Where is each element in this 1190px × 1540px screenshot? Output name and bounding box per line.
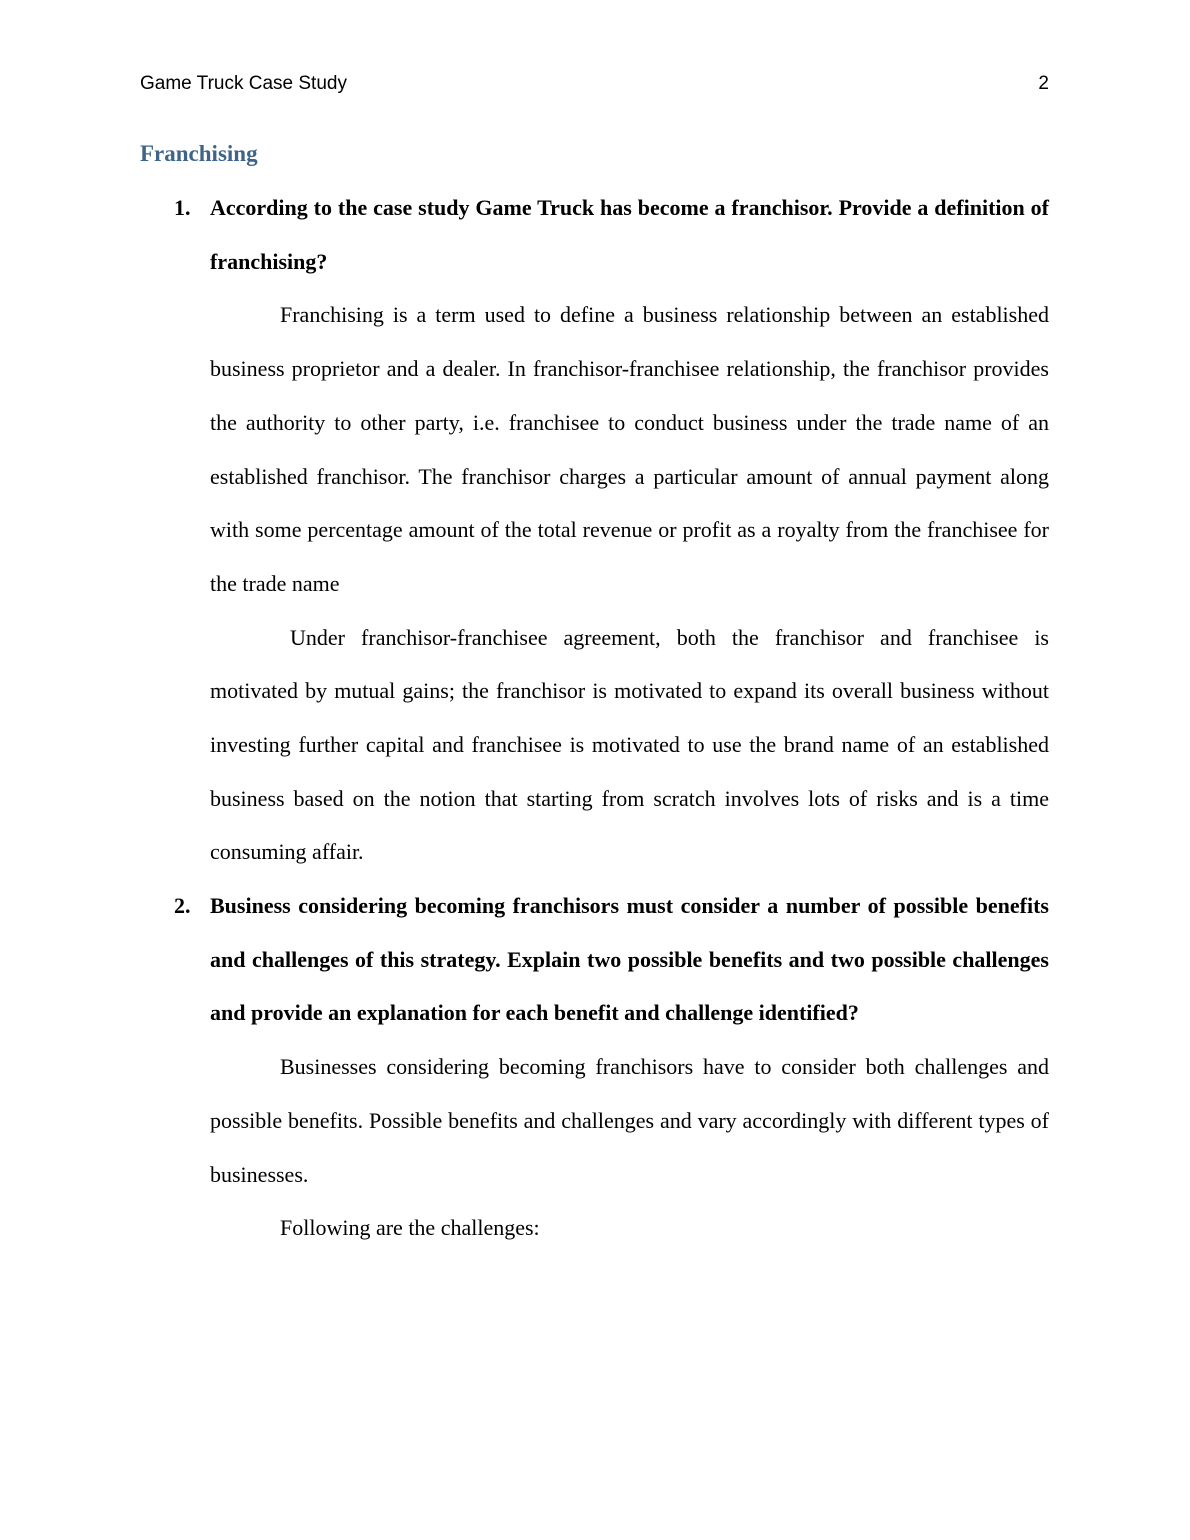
question-number-2: 2.: [174, 893, 191, 918]
answer-paragraph-1-2: Under franchisor-franchisee agreement, both the franchisor and franchisee is motivated by mutual gains; the franchisor is motivated to expand its overall business without investing further capital and franchisee is motivated to use the brand name of an established business based on the notion that starting from scratch involves lots of risks and is a time consuming affair.: [210, 624, 1049, 865]
header-title: Game Truck Case Study: [140, 73, 347, 94]
page-number: 2: [1038, 73, 1049, 94]
answer-paragraph-2-1: Businesses considering becoming franchisors have to consider both challenges and possible benefits. Possible benefits and challenges and vary accordingly with different types of businesses.: [210, 1054, 1049, 1187]
answer-paragraph-1-1: Franchising is a term used to define a business relationship between an established business proprietor and a dealer. In franchisor-franchisee relationship, the franchisor provides the authority to other party, i.e. franchisee to conduct business under the trade name of an established franchisor. The franchisor charges a particular amount of annual payment along with some percentage amount of the total revenue or profit as a royalty from the franchisee for the trade name: [210, 302, 1049, 596]
question-number-1: 1.: [174, 195, 191, 220]
section-heading: Franchising: [140, 141, 258, 166]
question-block-1: [174, 181, 1049, 879]
answer-paragraph-2-2: Following are the challenges:: [280, 1215, 540, 1241]
page-header: [140, 70, 1049, 98]
question-block-2: [174, 879, 1049, 1255]
question-text-2: Business considering becoming franchisors must consider a number of possible benefits and challenges of this strategy. Explain two possible benefits and two possible challenges and provide an explanation for each benefit and challenge identified?: [210, 893, 1049, 1026]
question-text-1: According to the case study Game Truck has become a franchisor. Provide a definition of franchising?: [210, 195, 1049, 274]
